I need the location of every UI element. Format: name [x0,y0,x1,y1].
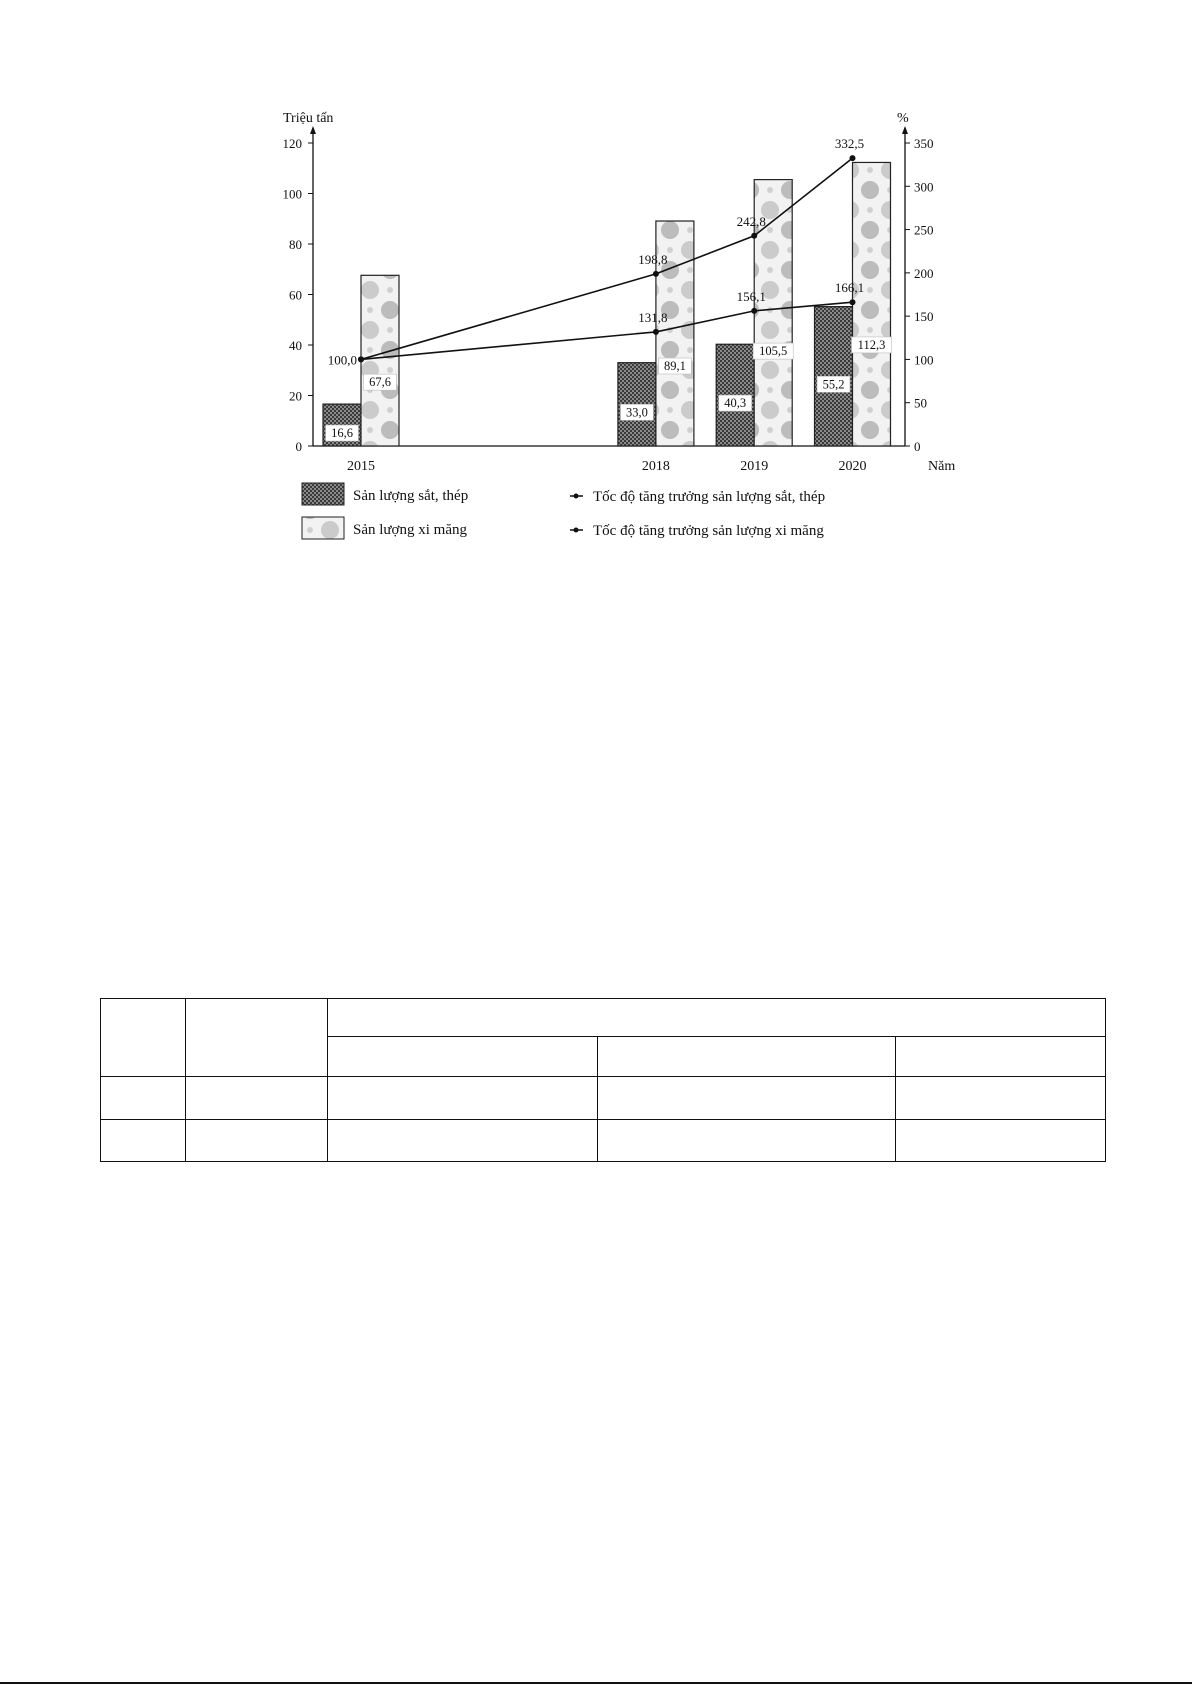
table-cell [598,1037,896,1077]
right-tick-label: 150 [914,309,934,325]
left-axis-title: Triệu tấn [283,111,334,126]
right-tick-label: 350 [914,136,934,151]
legend-swatch [302,483,344,505]
bar-steel-value-label: 55,2 [822,377,845,392]
table-cell [328,1077,598,1119]
table-cell [896,1119,1106,1161]
left-axis-arrow [310,126,316,134]
left-tick-label: 80 [289,237,302,252]
table-cell [598,1119,896,1161]
x-tick-label: 2015 [347,459,375,474]
combo-chart [0,0,1192,560]
bar-steel-value-label: 33,0 [625,405,648,420]
line-steel-growth-label: 332,5 [834,136,865,152]
legend-marker [574,494,579,499]
x-tick-label: 2020 [838,459,867,474]
bar-cement [853,162,891,446]
left-tick-label: 40 [289,338,302,353]
legend-marker [574,528,579,533]
legend-label: Sản lượng xi măng [353,522,467,538]
point-steel-growth [653,271,659,277]
table-cell [101,999,186,1077]
left-tick-label: 100 [282,186,302,202]
table-cell [186,1119,328,1161]
right-axis-title: % [897,111,909,126]
right-tick-label: 300 [914,179,934,195]
line-cement-growth-label: 166,1 [834,280,865,296]
bar-steel-value-label: 16,6 [331,426,353,441]
right-axis-arrow [902,126,908,134]
point-steel-growth [751,233,757,239]
x-axis-title: Năm [928,459,956,474]
table-cell [186,999,328,1077]
right-tick-label: 50 [914,395,927,411]
left-tick-label: 0 [295,439,302,454]
line-cement-growth-label: 131,8 [638,309,668,325]
table-cell [328,999,1106,1037]
blank-answer-table [100,998,1106,1162]
bar-cement-value-label: 67,6 [369,375,391,390]
line-steel-growth-label: 242,8 [736,213,766,229]
table-cell [896,1037,1106,1077]
bar-cement-value-label: 112,3 [857,337,886,352]
right-tick-label: 250 [914,222,934,238]
bottom-rule [0,1682,1192,1684]
line-cement-growth-label: 156,1 [736,288,766,304]
bar-cement-value-label: 89,1 [663,359,686,374]
point-cement-growth [653,329,659,335]
right-tick-label: 0 [914,439,921,454]
left-tick-label: 120 [282,136,302,151]
table-cell [101,1119,186,1161]
left-tick-label: 60 [289,287,302,303]
point-steel-growth [850,155,856,161]
legend-label: Tốc độ tăng trưởng sản lượng sắt, thép [593,489,826,505]
bar-cement-value-label: 105,5 [759,344,788,359]
left-tick-label: 20 [289,388,302,404]
point-cement-growth [751,308,757,314]
x-tick-label: 2019 [740,459,769,474]
table-cell [896,1077,1106,1119]
bar-cement [361,275,399,446]
line-start-label: 100,0 [327,352,357,368]
legend-label: Sản lượng sắt, thép [353,488,469,504]
point-cement-growth [358,356,364,362]
table-cell [328,1037,598,1077]
bar-steel-value-label: 40,3 [724,396,747,411]
right-tick-label: 100 [914,352,934,368]
table-cell [598,1077,896,1119]
x-tick-label: 2018 [641,459,670,474]
table-cell [101,1077,186,1119]
right-tick-label: 200 [914,265,934,281]
point-cement-growth [850,299,856,305]
table-cell [186,1077,328,1119]
table-cell [328,1119,598,1161]
line-steel-growth-label: 198,8 [638,251,668,267]
legend-label: Tốc độ tăng trưởng sản lượng xi măng [593,523,824,539]
legend-swatch [302,517,344,539]
